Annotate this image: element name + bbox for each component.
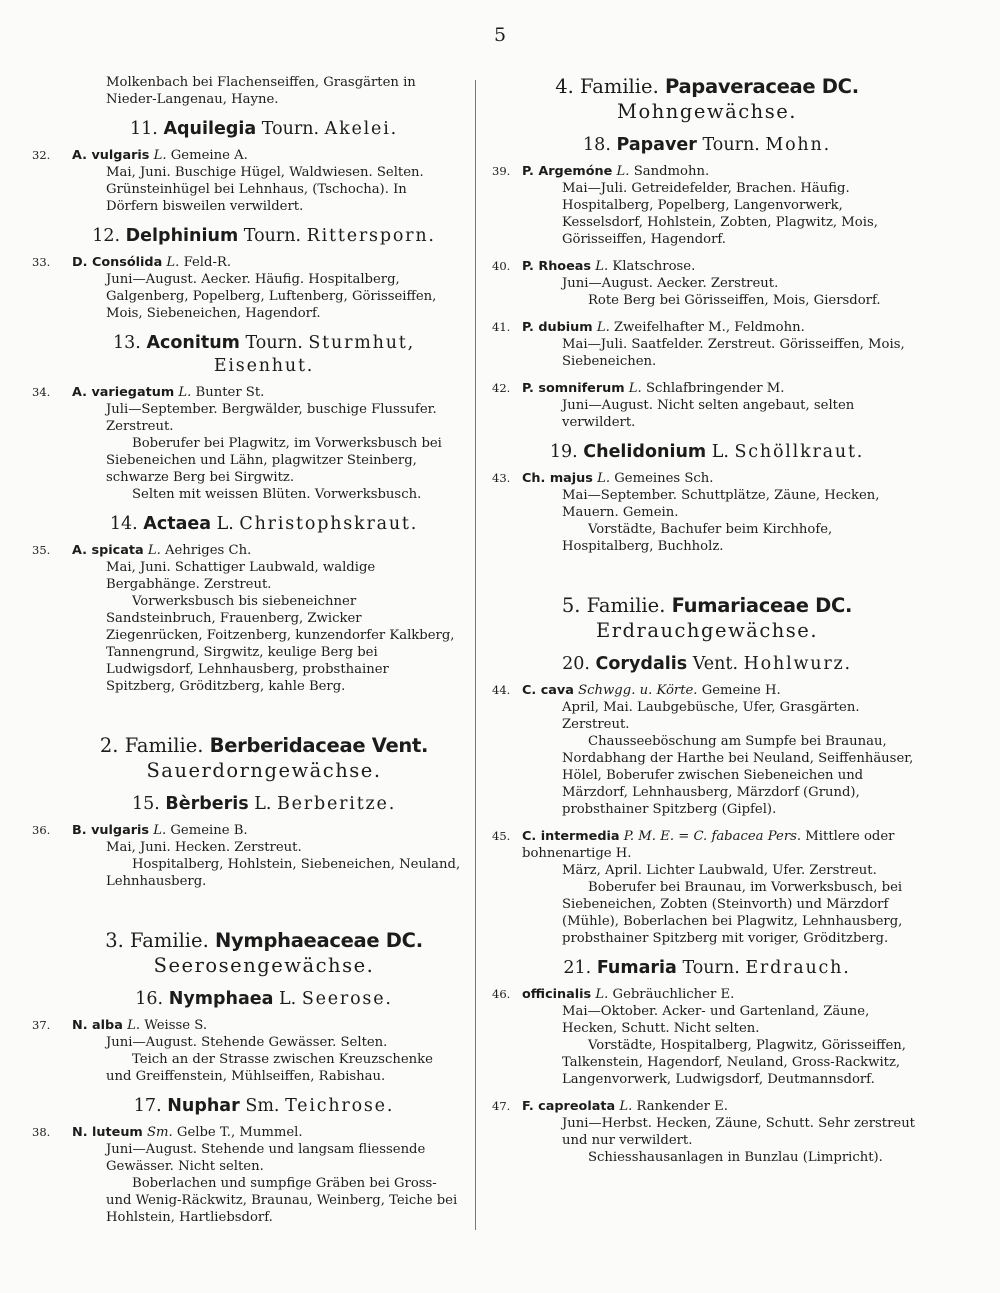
species-number: 36. — [32, 823, 51, 837]
genus-name: Papaver — [616, 135, 697, 155]
species-author: Schwgg. u. Körte. — [578, 683, 698, 698]
species-common-name: Schlafbringender M. — [645, 381, 785, 396]
species-number: 44. — [492, 683, 511, 697]
species-common-name: Gemeine B. — [170, 823, 248, 838]
species-description: Juni—August. Stehende und langsam fliessende Gewässer. Nicht selten. — [106, 1142, 426, 1174]
species-common-name: Rankender E. — [636, 1099, 728, 1114]
genus-number: 17. — [133, 1096, 162, 1116]
species-number: 41. — [492, 320, 511, 334]
species-name: N. luteum — [72, 1125, 143, 1140]
species-description: April, Mai. Laubgebüsche, Ufer, Grasgärten. Zerstreut. — [562, 700, 860, 732]
species-number: 38. — [32, 1125, 51, 1139]
genus-common-name: Erdrauch. — [745, 958, 851, 978]
species-entry — [492, 258, 922, 309]
genus-heading — [66, 513, 462, 536]
species-number: 47. — [492, 1099, 511, 1113]
species-number: 37. — [32, 1018, 51, 1032]
species-author: L. — [619, 1099, 633, 1114]
species-author: L. — [153, 823, 167, 838]
species-name: Ch. majus — [522, 471, 593, 486]
genus-author: Tourn. — [245, 333, 303, 353]
species-name: B. vulgaris — [72, 823, 150, 838]
species-number: 35. — [32, 543, 51, 557]
species-head — [66, 254, 462, 271]
species-description: März, April. Lichter Laubwald, Ufer. Zerstreut. — [562, 863, 877, 878]
genus-author: Tourn. — [261, 119, 320, 139]
genus-heading — [66, 988, 462, 1011]
species-head — [66, 1124, 462, 1141]
species-entry — [32, 254, 462, 322]
genus-name: Chelidonium — [583, 442, 707, 462]
genus-name: Delphinium — [125, 226, 239, 246]
genus-number: 20. — [562, 654, 590, 674]
species-entry — [32, 1017, 462, 1085]
species-name: D. Consólida — [72, 255, 163, 270]
species-common-name: Zweifelhafter M., Feldmohn. — [613, 320, 805, 335]
column-divider — [475, 80, 476, 1230]
species-name: P. Argemóne — [522, 164, 613, 179]
species-name: officinalis — [522, 987, 592, 1002]
species-common-name: Gemeine H. — [701, 683, 781, 698]
species-localities: Schiesshausanlagen in Bunzlau (Limpricht). — [588, 1150, 883, 1165]
species-number: 46. — [492, 987, 511, 1001]
family-heading: 2. Familie. Berberidaceae Vent. Sauerdorngewächse. — [99, 734, 429, 782]
genera-block-1 — [32, 118, 462, 695]
species-localities: Rote Berg bei Görisseiffen, Mois, Giersdorf. — [588, 293, 881, 308]
genus-name: Fumaria — [596, 958, 677, 978]
species-author: L. — [595, 259, 609, 274]
species-description: Mai, Juni. Buschige Hügel, Waldwiesen. Selten. Grünsteinhügel bei Lehnhaus, (Tschocha). In Dörfern bisweilen verwildert. — [106, 165, 424, 214]
genus-common-name: Berberitze. — [276, 794, 397, 814]
species-description: Mai, Juni. Hecken. Zerstreut. — [106, 840, 302, 855]
species-common-name: Aehriges Ch. — [164, 543, 252, 558]
genus-author: Tourn. — [702, 135, 760, 155]
genus-common-name: Hohlwurz. — [743, 654, 852, 674]
genus-author: Tourn. — [682, 958, 740, 978]
species-description: Mai—Juli. Saatfelder. Zerstreut. Görisseiffen, Mois, Siebeneichen. — [562, 337, 905, 369]
genus-heading — [66, 793, 462, 816]
species-head — [492, 828, 922, 862]
species-author: L. — [178, 385, 192, 400]
species-head — [66, 147, 462, 164]
species-description: Mai, Juni. Schattiger Laubwald, waldige Bergabhänge. Zerstreut. — [106, 560, 376, 592]
species-description: Mai—September. Schuttplätze, Zäune, Hecken, Mauern. Gemein. — [562, 488, 880, 520]
right-column — [492, 74, 922, 1176]
genus-name: Bèrberis — [165, 794, 249, 814]
genera-block-4 — [492, 134, 922, 555]
species-author: L. — [597, 471, 611, 486]
species-author: L. — [166, 255, 180, 270]
species-localities: Hospitalberg, Hohlstein, Siebeneichen, Neuland, Lehnhausberg. — [106, 857, 461, 889]
species-entry — [492, 1098, 922, 1166]
species-localities: Boberufer bei Braunau, im Vorwerksbusch, bei Siebeneichen, Zobten (Steinvorth) und Märzdorf (Mühle), Boberlachen bei Plagwitz, Lehnhausberg, probsthainer Spitzberg mit voriger, Gröditzberg. — [562, 880, 903, 946]
genus-common-name: Mohn. — [765, 135, 831, 155]
continued-text: Molkenbach bei Flachenseiffen, Grasgärten in Nieder-Langenau, Hayne. — [106, 75, 416, 107]
genus-number: 12. — [92, 226, 121, 246]
species-entry — [492, 986, 922, 1088]
genus-heading — [66, 225, 462, 248]
species-head — [492, 319, 922, 336]
species-number: 43. — [492, 471, 511, 485]
species-entry — [492, 163, 922, 248]
species-localities: Teich an der Strasse zwischen Kreuzschenke und Greiffenstein, Mühlseiffen, Rabishau. — [106, 1052, 433, 1084]
family-heading: 4. Familie. Papaveraceae DC. Mohngewächse. — [555, 75, 859, 123]
species-entry — [32, 542, 462, 695]
genus-number: 18. — [583, 135, 611, 155]
species-entry — [32, 384, 462, 503]
genus-heading — [66, 1095, 462, 1118]
species-name: A. spicata — [72, 543, 144, 558]
genus-name: Corydalis — [595, 654, 688, 674]
genus-common-name: Sturmhut, Eisenhut. — [213, 333, 415, 376]
species-name: F. capreolata — [522, 1099, 616, 1114]
species-entry — [32, 147, 462, 215]
species-common-name: Mittlere oder bohnenartige H. — [522, 829, 895, 861]
species-description: Juni—August. Aecker. Zerstreut. — [562, 276, 779, 291]
genus-number: 16. — [135, 989, 164, 1009]
species-head — [492, 258, 922, 275]
species-number: 32. — [32, 148, 51, 162]
species-name: A. variegatum — [72, 385, 175, 400]
species-entry — [492, 380, 922, 431]
species-localities: Boberlachen und sumpfige Gräben bei Gross- und Wenig-Räckwitz, Braunau, Weinberg, Teiche bei Hohlstein, Hartliebsdorf. — [106, 1176, 458, 1225]
species-common-name: Feld-R. — [183, 255, 232, 270]
genus-heading — [66, 332, 462, 378]
species-description: Mai—Juli. Getreidefelder, Brachen. Häufig. Hospitalberg, Popelberg, Langenvorwerk, Kesselsdorf, Hohlstein, Zobten, Plagwitz, Mois, Görisseiffen, Hagendorf. — [562, 181, 878, 247]
species-author: L. — [153, 148, 167, 163]
genera-block-5 — [492, 653, 922, 1166]
species-description: Juni—August. Nicht selten angebaut, selten verwildert. — [562, 398, 855, 430]
species-head — [492, 682, 922, 699]
species-head — [66, 542, 462, 559]
species-name: P. Rhoeas — [522, 259, 592, 274]
genus-common-name: Teichrose. — [285, 1096, 395, 1116]
species-author: L. — [127, 1018, 141, 1033]
species-description: Juni—August. Stehende Gewässer. Selten. — [106, 1035, 388, 1050]
species-name: C. cava — [522, 683, 574, 698]
genus-heading — [66, 118, 462, 141]
genus-name: Aconitum — [146, 333, 240, 353]
page-number: 5 — [493, 24, 507, 46]
species-description: Mai—Oktober. Acker- und Gartenland, Zäune, Hecken, Schutt. Nicht selten. — [562, 1004, 870, 1036]
species-name: C. intermedia — [522, 829, 620, 844]
species-head — [492, 986, 922, 1003]
species-common-name: Klatschrose. — [612, 259, 696, 274]
genus-name: Nymphaea — [168, 989, 274, 1009]
species-localities: Vorstädte, Hospitalberg, Plagwitz, Görisseiffen, Talkenstein, Hagendorf, Neuland, Gross-Rackwitz, Langenvorwerk, Ludwigsdorf, Deutmannsdorf. — [562, 1038, 906, 1087]
family-heading: 5. Familie. Fumariaceae DC. Erdrauchgewächse. — [561, 594, 853, 642]
species-entry — [32, 1124, 462, 1226]
species-name: A. vulgaris — [72, 148, 150, 163]
genus-common-name: Rittersporn. — [306, 226, 436, 246]
species-note: Selten mit weissen Blüten. Vorwerksbusch. — [132, 487, 422, 502]
species-head — [492, 1098, 922, 1115]
species-entry — [492, 319, 922, 370]
genus-common-name: Christophskraut. — [239, 514, 419, 534]
species-author: L. — [616, 164, 630, 179]
genus-heading — [492, 134, 922, 157]
genus-common-name: Seerose. — [301, 989, 393, 1009]
species-common-name: Sandmohn. — [633, 164, 710, 179]
genus-number: 13. — [113, 333, 141, 353]
species-author: L. — [595, 987, 609, 1002]
species-number: 33. — [32, 255, 51, 269]
species-number: 39. — [492, 164, 511, 178]
species-head — [66, 822, 462, 839]
genus-name: Aquilegia — [163, 119, 257, 139]
genus-number: 19. — [549, 442, 578, 462]
genus-heading — [492, 957, 922, 980]
species-common-name: Gemeine A. — [170, 148, 248, 163]
genus-common-name: Akelei. — [324, 119, 398, 139]
species-author: Sm. — [146, 1125, 173, 1140]
species-head — [492, 470, 922, 487]
genera-block-2 — [32, 793, 462, 890]
genus-author: Sm. — [245, 1096, 280, 1116]
genus-author: L. — [216, 514, 234, 534]
genus-author: Tourn. — [243, 226, 302, 246]
genus-author: L. — [711, 442, 729, 462]
species-number: 40. — [492, 259, 511, 273]
species-common-name: Weisse S. — [144, 1018, 208, 1033]
species-entry — [492, 828, 922, 947]
species-localities: Chausseeböschung am Sumpfe bei Braunau, Nordabhang der Harthe bei Neuland, Seiffenhäuser, Hölel, Boberufer zwischen Siebeneichen und Märzdorf, Lehnhausberg, Märzdorf (Grund), probsthainer Spitzberg (Gipfel). — [562, 734, 914, 817]
species-author: L. — [628, 381, 642, 396]
genus-common-name: Schöllkraut. — [734, 442, 865, 462]
species-common-name: Gemeines Sch. — [614, 471, 714, 486]
genus-heading — [492, 441, 922, 464]
genera-block-3 — [32, 988, 462, 1226]
left-column — [32, 74, 462, 1236]
species-common-name: Gebräuchlicher E. — [612, 987, 735, 1002]
species-name: P. somniferum — [522, 381, 625, 396]
genus-number: 15. — [131, 794, 160, 814]
genus-number: 21. — [563, 958, 592, 978]
species-name: N. alba — [72, 1018, 123, 1033]
species-description: Juni—Herbst. Hecken, Zäune, Schutt. Sehr zerstreut und nur verwildert. — [562, 1116, 915, 1148]
species-head — [492, 163, 922, 180]
species-common-name: Bunter St. — [195, 385, 265, 400]
genus-name: Nuphar — [167, 1096, 240, 1116]
family-heading: 3. Familie. Nymphaeaceae DC. Seerosengewächse. — [105, 929, 423, 977]
species-description: Juli—September. Bergwälder, buschige Flussufer. Zerstreut. — [106, 402, 437, 434]
species-number: 42. — [492, 381, 511, 395]
species-localities: Vorwerksbusch bis siebeneichner Sandsteinbruch, Frauenberg, Zwicker Ziegenrücken, Foitzenberg, kunzendorfer Kalkberg, Tannengrund, Sirgwitz, keulige Berg bei Ludwigsdorf, Lehnhausberg, probsthainer Spitzberg, Gröditzberg, kahle Berg. — [106, 594, 455, 694]
genus-author: L. — [279, 989, 297, 1009]
species-head — [66, 384, 462, 401]
genus-name: Actaea — [143, 514, 212, 534]
species-common-name: Gelbe T., Mummel. — [176, 1125, 303, 1140]
species-entry — [32, 822, 462, 890]
species-author: L. — [596, 320, 610, 335]
species-entry — [492, 682, 922, 818]
genus-number: 14. — [109, 514, 138, 534]
species-author: L. — [147, 543, 161, 558]
species-author: P. M. E. = C. fabacea Pers. — [623, 829, 802, 844]
species-localities: Boberufer bei Plagwitz, im Vorwerksbusch bei Siebeneichen und Lähn, plagwitzer Steinberg, schwarze Berg bei Sirgwitz. — [106, 436, 442, 485]
species-number: 34. — [32, 385, 51, 399]
species-number: 45. — [492, 829, 511, 843]
species-name: P. dubium — [522, 320, 593, 335]
genus-author: Vent. — [692, 654, 739, 674]
genus-number: 11. — [130, 119, 158, 139]
species-description: Juni—August. Aecker. Häufig. Hospitalberg, Galgenberg, Popelberg, Luftenberg, Görisseiffen, Mois, Siebeneichen, Hagendorf. — [106, 272, 437, 321]
species-head — [66, 1017, 462, 1034]
species-head — [492, 380, 922, 397]
species-entry — [492, 470, 922, 555]
genus-author: L. — [254, 794, 272, 814]
species-localities: Vorstädte, Bachufer beim Kirchhofe, Hospitalberg, Buchholz. — [562, 522, 833, 554]
genus-heading — [492, 653, 922, 676]
